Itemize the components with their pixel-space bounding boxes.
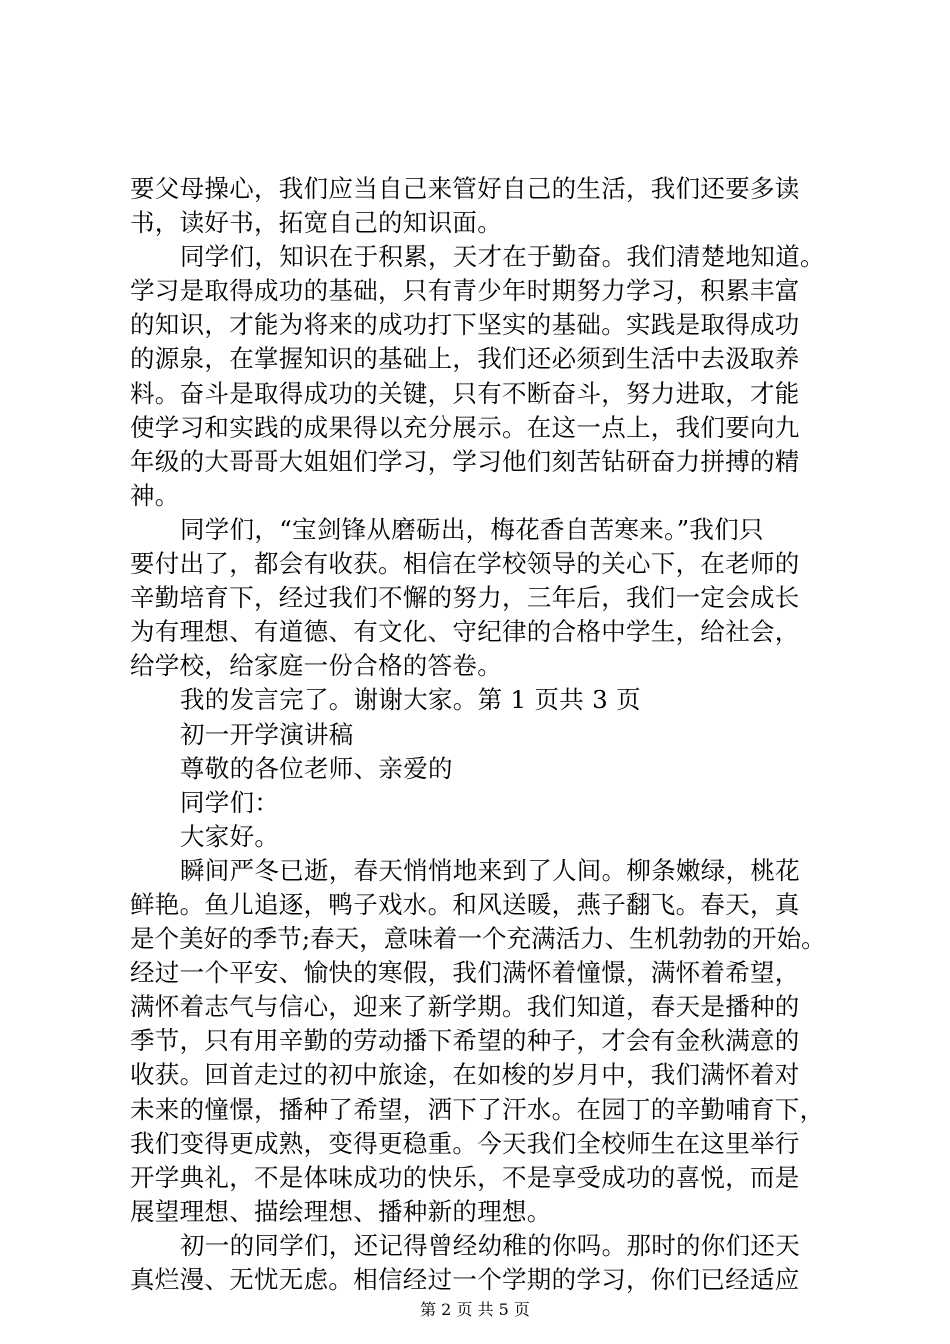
page-footer: 第 2 页 共 5 页 [420,1300,530,1319]
document-body [130,172,830,1297]
text-line: 鲜艳。鱼儿追逐，鸭子戏水。和风送暖，燕子翻飞。春天，真 [130,889,800,919]
text-line: 要父母操心，我们应当自己来管好自己的生活，我们还要多读 [130,174,800,203]
text-line: 满怀着志气与信心，迎来了新学期。我们知道，春天是播种的 [130,992,800,1022]
text-line: 的知识，才能为将来的成功打下坚实的基础。实践是取得成功 [130,310,800,340]
text-line: 真烂漫、无忧无虑。相信经过一个学期的学习，你们已经适应 [130,1265,800,1294]
text-line: 的源泉，在掌握知识的基础上，我们还必须到生活中去汲取养 [130,344,800,374]
text-line: 未来的憧憬，播种了希望，洒下了汗水。在园丁的辛勤哺育下， [130,1094,825,1124]
text-line: 要付出了，都会有收获。相信在学校领导的关心下，在老师的 [130,549,800,579]
text-line: 展望理想、描绘理想、播种新的理想。 [130,1196,552,1226]
text-line: 季节，只有用辛勤的劳动播下希望的种子，才会有金秋满意的 [130,1026,800,1056]
text-line: 我的发言完了。谢谢大家。第 1 页共 3 页 [180,685,641,715]
text-line: 开学典礼，不是体味成功的快乐，不是享受成功的喜悦，而是 [130,1162,800,1192]
text-line: 书，读好书，拓宽自己的知识面。 [130,208,502,238]
text-line: 为有理想、有道德、有文化、守纪律的合格中学生，给社会， [130,617,800,647]
text-line: 经过一个平安、愉快的寒假，我们满怀着憧憬，满怀着希望， [130,958,800,988]
text-line: 初一的同学们，还记得曾经幼稚的你吗。那时的你们还天 [180,1230,800,1260]
text-line: 同学们： [180,787,280,817]
text-line: 尊敬的各位老师、亲爱的 [180,753,453,783]
text-line: 使学习和实践的成果得以充分展示。在这一点上，我们要向九 [130,412,800,442]
text-line: 学习是取得成功的基础，只有青少年时期努力学习，积累丰富 [130,276,800,306]
text-line: 同学们，“宝剑锋从磨砺出，梅花香自苦寒来。”我们只 [180,514,764,544]
text-line: 初一开学演讲稿 [180,719,354,749]
text-line: 神。 [130,480,180,510]
text-line: 同学们，知识在于积累，天才在于勤奋。我们清楚地知道。 [180,242,825,272]
text-line: 年级的大哥哥大姐姐们学习，学习他们刻苦钻研奋力拼搏的精 [130,446,800,476]
text-line: 我们变得更成熟，变得更稳重。今天我们全校师生在这里举行 [130,1128,800,1158]
text-line: 大家好。 [180,821,280,851]
text-line: 料。奋斗是取得成功的关键，只有不断奋斗，努力进取，才能 [130,378,800,408]
text-line: 是个美好的季节;春天，意味着一个充满活力、生机勃勃的开始。 [130,924,826,954]
text-line: 辛勤培育下，经过我们不懈的努力，三年后，我们一定会成长 [130,583,800,613]
text-line: 给学校，给家庭一份合格的答卷。 [130,651,502,681]
text-line: 收获。回首走过的初中旅途，在如梭的岁月中，我们满怀着对 [130,1060,800,1090]
text-line: 瞬间严冬已逝，春天悄悄地来到了人间。柳条嫩绿，桃花 [180,855,800,885]
